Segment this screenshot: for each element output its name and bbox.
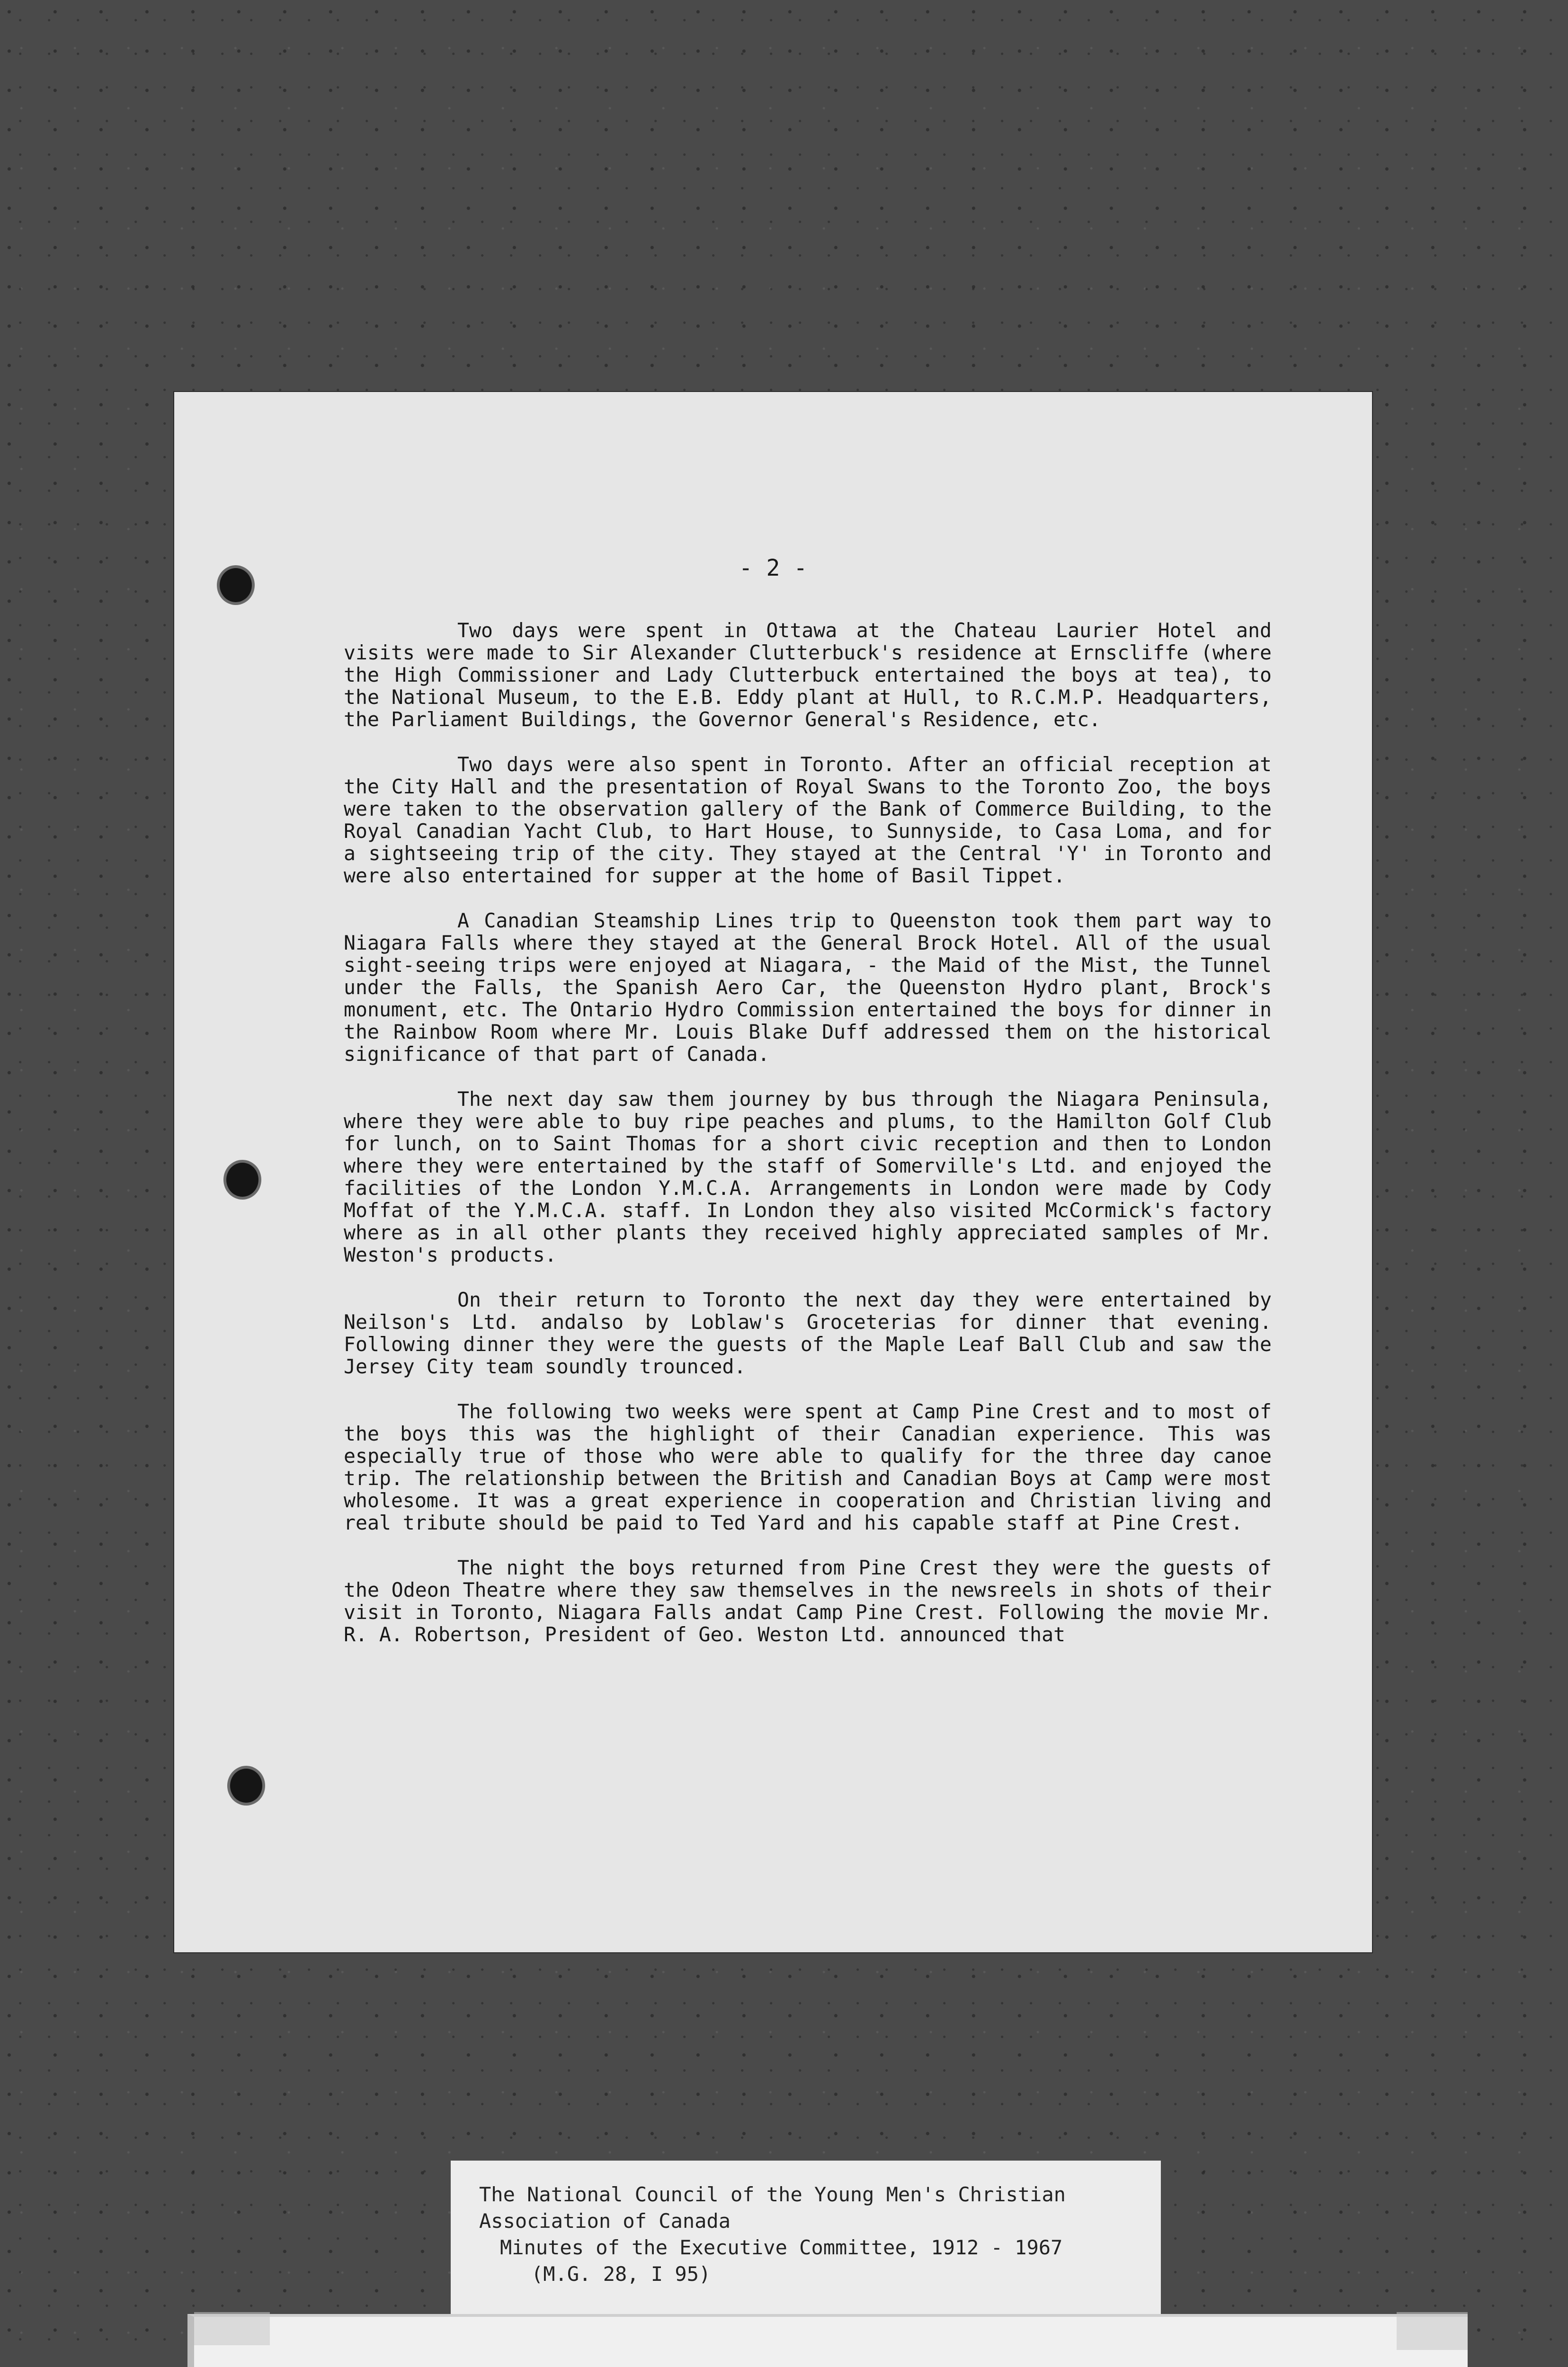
punch-hole-bottom [227,1766,265,1806]
paragraph-return-toronto: On their return to Toronto the next day they were entertained by Neilson's Ltd. andalso by Loblaw's Groceterias for dinner that evening. Following dinner they were the guests of the Maple Leaf Ball Club and saw the Jersey City team soundly trounced. [344,1288,1272,1378]
citation-line: The National Council of the Young Men's Christian [479,2183,1066,2206]
paragraph-niagara: A Canadian Steamship Lines trip to Queenston took them part way to Niagara Falls where they stayed at the General Brock Hotel. All of the usual sight-seeing trips were enjoyed at Niagara, - the Maid of the Mist, the Tunnel under the Falls, the Spanish Aero Car, the Queenston Hydro plant, Brock's monument, etc. The Ontario Hydro Commission entertained the boys for dinner in the Rainbow Room where Mr. Louis Blake Duff addressed them on the historical significance of that part of Canada. [344,909,1272,1066]
citation-line: Association of Canada [479,2209,731,2233]
document-body [344,619,1272,1646]
paragraph-toronto: Two days were also spent in Toronto. After an official reception at the City Hall and the presentation of Royal Swans to the Toronto Zoo, the boys were taken to the observation gallery of the Bank of Commerce Building, to the Royal Canadian Yacht Club, to Hart House, to Sunnyside, to Casa Loma, and for a sightseeing trip of the city. They stayed at the Central 'Y' in Toronto and were also entertained for supper at the home of Basil Tippet. [344,753,1272,887]
document-page [174,392,1372,1952]
paragraph-pine-crest: The following two weeks were spent at Camp Pine Crest and to most of the boys this was the highlight of their Canadian experience. This was especially true of those who were able to qualify for the three day canoe trip. The relationship between the British and Canadian Boys at Camp were most wholesome. It was a great experience in cooperation and Christian living and real tribute should be paid to Ted Yard and his capable staff at Pine Crest. [344,1400,1272,1534]
paragraph-ottawa: Two days were spent in Ottawa at the Chateau Laurier Hotel and visits were made to Sir Alexander Clutterbuck's residence at Ernscliffe (where the High Commissioner and Lady Clutterbuck entertained the boys at tea), to the National Museum, to the E.B. Eddy plant at Hull, to R.C.M.P. Headquarters, the Parliament Buildings, the Governor General's Residence, etc. [344,619,1272,731]
archive-stamp-card [187,2314,1468,2367]
tape-strip [1397,2312,1468,2350]
page-number: - 2 - [739,555,808,581]
citation-card [451,2161,1161,2331]
punch-hole-middle [223,1160,261,1200]
citation-line: (M.G. 28, I 95) [531,2262,711,2286]
paragraph-peninsula: The next day saw them journey by bus through the Niagara Peninsula, where they were able to buy ripe peaches and plums, to the Hamilton Golf Club for lunch, on to Saint Thomas for a short civic reception and then to London where they were entertained by the staff of Somerville's Ltd. and enjoyed the facilities of the London Y.M.C.A. Arrangements in London were made by Cody Moffat of the Y.M.C.A. staff. In London they also visited McCormick's factory where as in all other plants they received highly appreciated samples of Mr. Weston's products. [344,1087,1272,1266]
citation-line: Minutes of the Executive Committee, 1912 - 1967 [500,2236,1063,2259]
tape-strip [194,2312,270,2345]
paragraph-odeon: The night the boys returned from Pine Crest they were the guests of the Odeon Theatre where they saw themselves in the newsreels in shots of their visit in Toronto, Niagara Falls andat Camp Pine Crest. Following the movie Mr. R. A. Robertson, President of Geo. Weston Ltd. announced that [344,1556,1272,1646]
